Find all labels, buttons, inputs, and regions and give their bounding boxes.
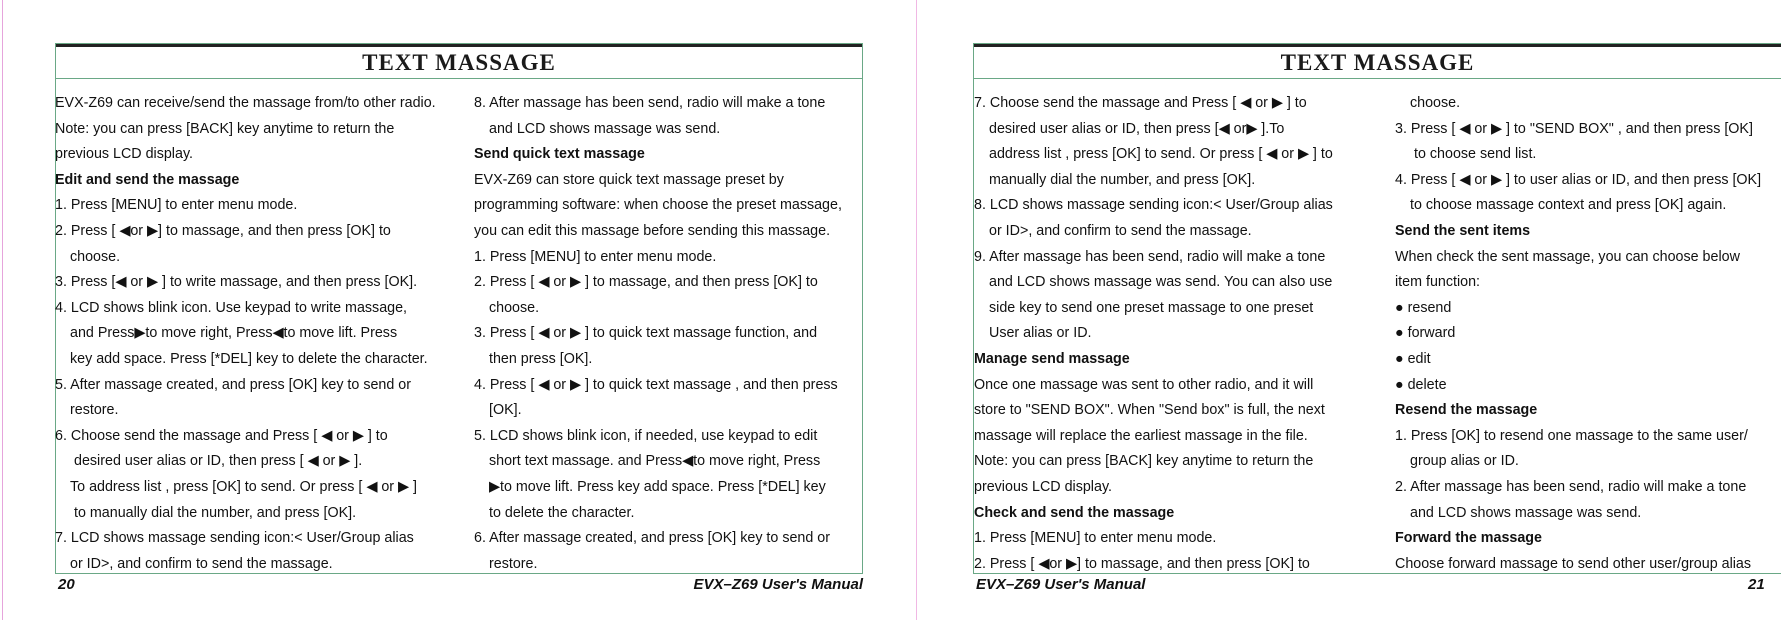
text-column — [1395, 91, 1761, 577]
text-line: Forward the massage — [1395, 530, 1542, 547]
page-number: 20 — [58, 576, 75, 593]
text-line: Send quick text massage — [474, 146, 645, 163]
text-line: desired user alias or ID, then press [ ◀ or ▶ ]. — [74, 453, 363, 470]
text-line: or ID>, and confirm to send the massage. — [989, 222, 1252, 239]
text-line: manually dial the number, and press [OK]. — [989, 171, 1256, 188]
text-line: key add space. Press [*DEL] key to delete the character. — [70, 350, 428, 367]
manual-footer: EVX–Z69 User's Manual — [976, 576, 1146, 593]
text-column — [55, 91, 436, 577]
text-line: ● edit — [1395, 350, 1431, 367]
text-line: To address list , press [OK] to send. Or press [ ◀ or ▶ ] — [70, 478, 417, 495]
text-line: you can edit this massage before sending this massage. — [474, 222, 831, 239]
text-line: 1. Press [MENU] to enter menu mode. — [474, 248, 717, 265]
text-line: restore. — [70, 402, 119, 419]
text-line: 4. Press [ ◀ or ▶ ] to user alias or ID, and then press [OK] — [1395, 171, 1762, 188]
text-line: ● delete — [1395, 376, 1447, 393]
text-line: 6. Choose send the massage and Press [ ◀ or ▶ ] to — [55, 427, 388, 444]
text-line: Choose forward massage to send other user/group alias — [1395, 555, 1752, 572]
text-line: choose. — [1410, 95, 1461, 111]
text-line: Send the sent items — [1395, 222, 1531, 239]
text-line: Check and send the massage — [974, 504, 1175, 521]
text-line: 3. Press [ ◀ or ▶ ] to "SEND BOX" , and then press [OK] — [1395, 120, 1753, 137]
text-line: 8. LCD shows massage sending icon:< User/Group alias — [974, 197, 1333, 214]
text-column — [474, 91, 842, 577]
text-line: store to "SEND BOX". When "Send box" is full, the next — [974, 402, 1325, 419]
page-title: TEXT MASSAGE — [974, 48, 1781, 79]
text-line: Resend the massage — [1395, 402, 1538, 419]
text-line: 9. After massage has been send, radio will make a tone — [974, 248, 1326, 265]
left-page-frame — [55, 43, 863, 574]
text-line: ● forward — [1395, 325, 1456, 342]
text-line: side key to send one preset massage to one preset — [989, 299, 1314, 316]
text-line: 2. Press [ ◀or ▶] to massage, and then press [OK] to — [974, 555, 1310, 572]
text-line: massage will replace the earliest massage in the file. — [974, 427, 1308, 444]
text-line: previous LCD display. — [55, 146, 193, 163]
header-rule — [974, 44, 1781, 47]
text-line: 6. After massage created, and press [OK] key to send or — [474, 530, 831, 547]
text-line: Note: you can press [BACK] key anytime to return the — [974, 453, 1314, 470]
text-line: desired user alias or ID, then press [◀ or▶ ].To — [989, 120, 1285, 137]
text-line: Note: you can press [BACK] key anytime to return the — [55, 120, 395, 137]
manual-footer: EVX–Z69 User's Manual — [693, 576, 863, 593]
text-line: 7. Choose send the massage and Press [ ◀ or ▶ ] to — [974, 95, 1307, 111]
text-line: previous LCD display. — [974, 478, 1112, 495]
text-line: address list , press [OK] to send. Or press [ ◀ or ▶ ] to — [989, 146, 1333, 163]
text-line: 5. After massage created, and press [OK] key to send or — [55, 376, 412, 393]
header-rule — [56, 44, 862, 47]
text-line: then press [OK]. — [489, 350, 593, 367]
text-line: choose. — [489, 299, 540, 316]
text-line: to delete the character. — [489, 504, 635, 521]
text-line: EVX-Z69 can receive/send the massage from/to other radio. — [55, 95, 436, 111]
text-line: to choose send list. — [1414, 146, 1537, 163]
text-line: 2. Press [ ◀ or ▶ ] to massage, and then press [OK] to — [474, 274, 818, 291]
text-line: 3. Press [◀ or ▶ ] to write massage, and then press [OK]. — [55, 274, 418, 291]
text-line: 8. After massage has been send, radio will make a tone — [474, 95, 826, 111]
text-line: 7. LCD shows massage sending icon:< User/Group alias — [55, 530, 414, 547]
text-line: ● resend — [1395, 299, 1452, 316]
text-line: item function: — [1395, 274, 1481, 291]
text-line: group alias or ID. — [1410, 453, 1519, 470]
text-line: 2. Press [ ◀or ▶] to massage, and then press [OK] to — [55, 222, 391, 239]
text-line: or ID>, and confirm to send the massage. — [70, 555, 333, 572]
text-line: 3. Press [ ◀ or ▶ ] to quick text massage function, and — [474, 325, 818, 342]
text-line: 1. Press [MENU] to enter menu mode. — [974, 530, 1217, 547]
text-line: and LCD shows massage was send. — [489, 120, 721, 137]
text-line: 4. LCD shows blink icon. Use keypad to write massage, — [55, 299, 408, 316]
text-line: 1. Press [MENU] to enter menu mode. — [55, 197, 298, 214]
text-line: When check the sent massage, you can choose below — [1395, 248, 1740, 265]
text-line: EVX-Z69 can store quick text massage preset by — [474, 171, 784, 188]
text-line: Manage send massage — [974, 350, 1130, 367]
text-line: Once one massage was sent to other radio, and it will — [974, 376, 1314, 393]
text-line: and LCD shows massage was send. You can also use — [989, 274, 1333, 291]
text-line: restore. — [489, 555, 538, 572]
text-line: 1. Press [OK] to resend one massage to the same user/ — [1395, 427, 1748, 444]
text-line: short text massage. and Press◀to move right, Press — [489, 453, 821, 470]
text-line: choose. — [70, 248, 121, 265]
text-line: and LCD shows massage was send. — [1410, 504, 1642, 521]
text-line: User alias or ID. — [989, 325, 1092, 342]
text-line: Edit and send the massage — [55, 171, 240, 188]
text-line: programming software: when choose the preset massage, — [474, 197, 842, 214]
text-column — [974, 91, 1333, 577]
text-line: 5. LCD shows blink icon, if needed, use keypad to edit — [474, 427, 818, 444]
right-page-frame — [973, 43, 1781, 574]
text-line: ▶to move lift. Press key add space. Press [*DEL] key — [489, 478, 826, 495]
text-line: 4. Press [ ◀ or ▶ ] to quick text massage , and then press — [474, 376, 838, 393]
page-title: TEXT MASSAGE — [56, 48, 862, 79]
text-line: to choose massage context and press [OK] again. — [1410, 197, 1727, 214]
text-line: and Press▶to move right, Press◀to move lift. Press — [70, 325, 398, 342]
text-line: 2. After massage has been send, radio will make a tone — [1395, 478, 1747, 495]
text-line: [OK]. — [489, 402, 522, 419]
text-line: to manually dial the number, and press [OK]. — [74, 504, 357, 521]
page-number: 21 — [1748, 576, 1765, 593]
